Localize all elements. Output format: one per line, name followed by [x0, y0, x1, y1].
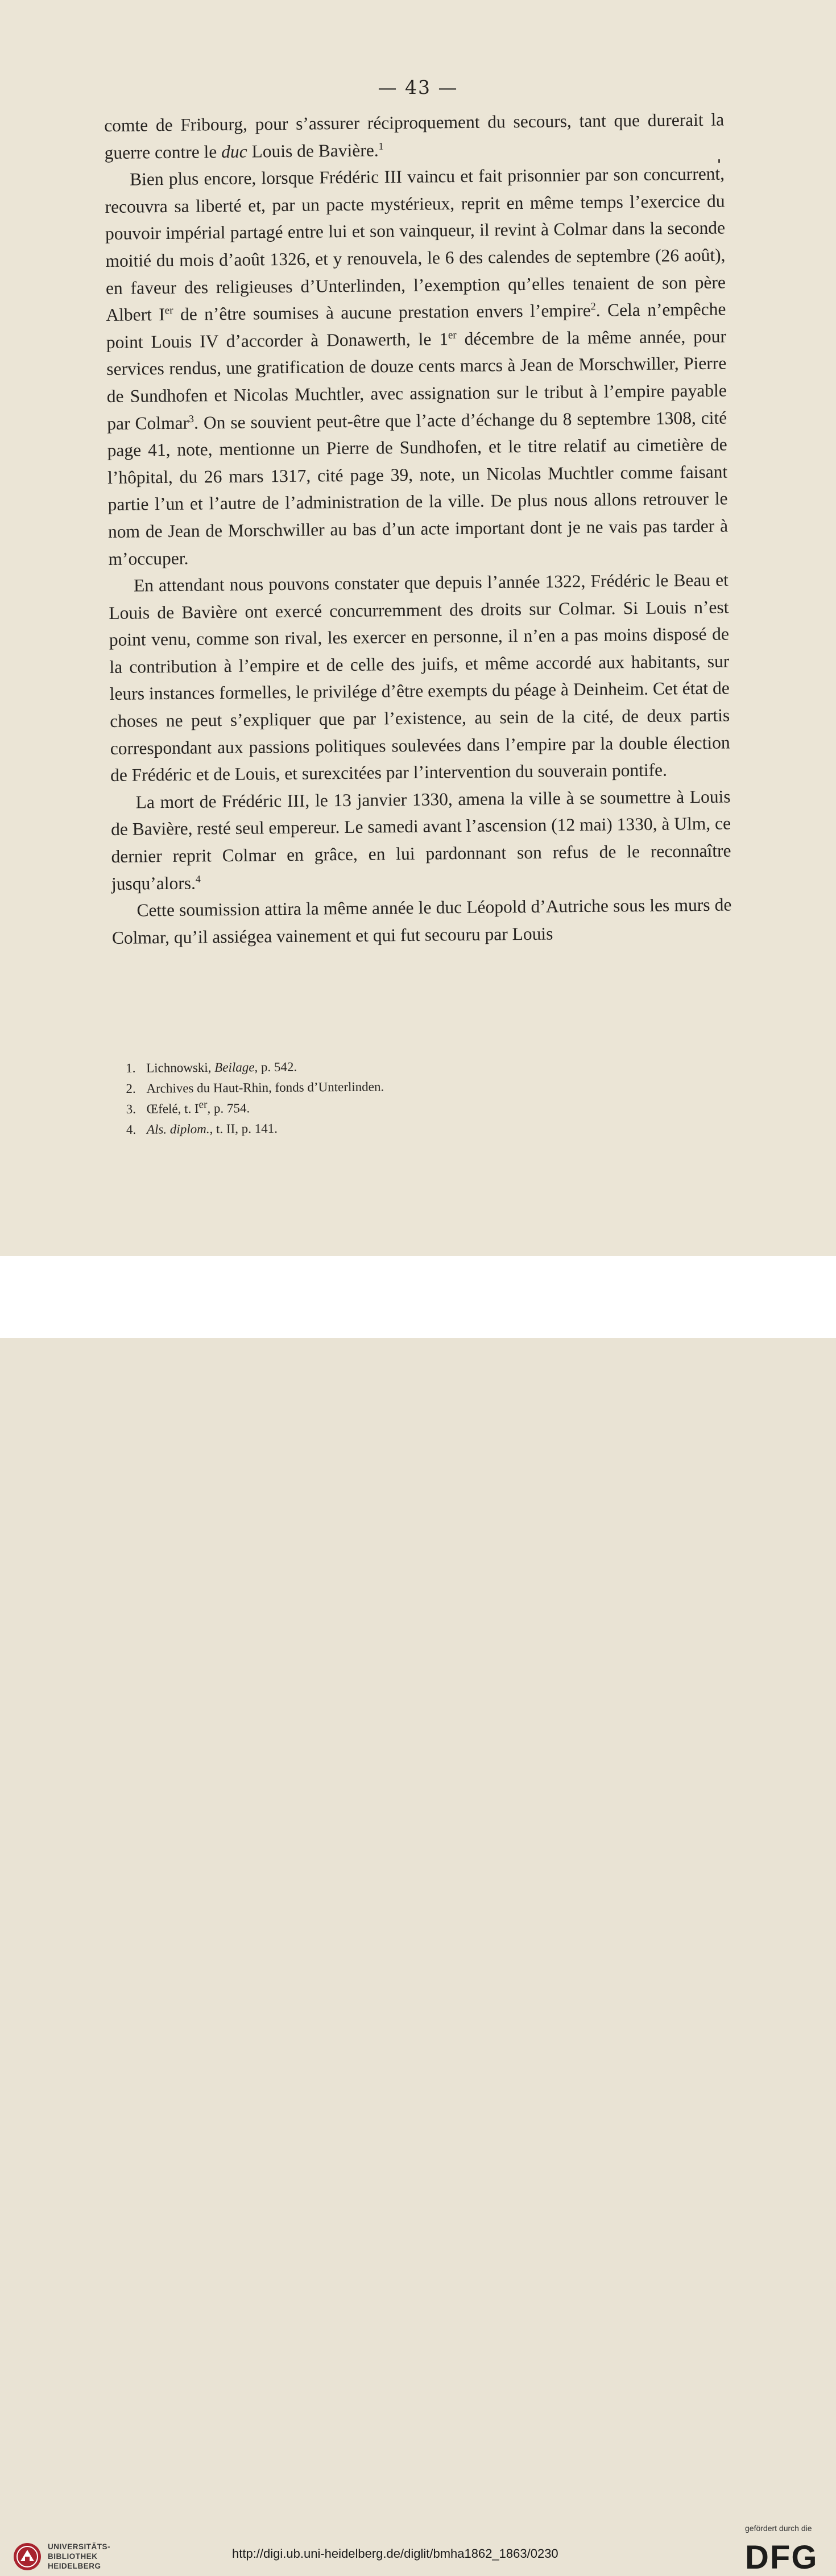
institution-line: UNIVERSITÄTS- [48, 2542, 111, 2551]
dfg-logo: DFG [745, 2539, 818, 2576]
institution-line: HEIDELBERG [48, 2562, 101, 2570]
university-seal-icon [13, 2542, 42, 2571]
footnote-reference: 4 [195, 873, 201, 885]
text-run: La mort de Frédéric III, le 13 janvier 1330, amena la ville à se soumettre à Louis de Bavière, resté seul empereur. Le samedi avant l’ascension (12 mai) 1330, à Ulm, ce dernier reprit Colmar en grâce, en lui pardonnant son refus de le reconnaître jusqu’alors. [110, 786, 731, 894]
footnote [126, 1115, 723, 1140]
text-run: de n’être soumises à aucune prestation envers l’empire [173, 300, 591, 325]
text-run: décembre de la même année, pour services rendus, une gratification de douze cents marcs à Jean de Morschwiller, Pierre de Sundhofen et Nicolas Muchtler, avec assignation sur le tribut à l’empire payable par Colmar [106, 326, 727, 434]
body-text [104, 106, 732, 952]
footnote-number: 2. [126, 1081, 136, 1096]
paragraph [110, 783, 731, 897]
permalink-url[interactable]: http://digi.ub.uni-heidelberg.de/diglit/bmha1862_1863/0230 [232, 2546, 558, 2561]
text-run: , t. II, p. 141. [209, 1121, 278, 1136]
text-run: Bien plus encore, lorsque Frédéric III vaincu et fait prisonnier par son concurrent, recouvra sa liberté et, par un pacte mystérieux, reprit en même temps l’exercice du pouvoir impérial partagé entre lui et son vainqueur, il revint à Colmar dans la seconde moitié du mois d’août 1326, et y renouvela, le 6 des calendes de septembre (26 août), en faveur des religieuses d’Unterlinden, l’exemption qu’elles tenaient de son père Albert I [105, 163, 726, 325]
paragraph [111, 891, 732, 952]
footnote-number: 3. [126, 1101, 136, 1116]
page-number: — 43 — [378, 76, 458, 98]
paragraph [105, 160, 729, 572]
institution-name [48, 2542, 110, 2571]
footnotes [126, 1054, 723, 1140]
text-run: comte de Fribourg, pour s’assurer réciproquement du secours, tant que durerait la guerre contre le [104, 109, 725, 163]
text-run: Œfelé, t. I [146, 1101, 199, 1116]
viewer-footer [0, 1256, 836, 2576]
footnote-reference: 2 [590, 300, 596, 312]
paragraph [104, 106, 725, 167]
paragraph [109, 567, 731, 789]
italic-text: Beilage [214, 1060, 255, 1075]
footnote-reference: 1 [378, 140, 384, 152]
institution-line: BIBLIOTHEK [48, 2552, 98, 2561]
footnote-number: 1. [126, 1060, 136, 1075]
footnote-number: 4. [126, 1122, 136, 1137]
superscript-text: er [198, 1099, 208, 1111]
italic-text: Als. diplom. [146, 1121, 210, 1137]
text-run: Louis de Bavière. [247, 139, 379, 162]
text-run: Archives du Haut-Rhin, fonds d’Unterlinden. [146, 1079, 384, 1096]
scanned-page [0, 0, 836, 1256]
text-run: . Cela n’empêche point Louis IV d’accorder à Donawerth, le 1 [106, 299, 726, 352]
superscript-text: er [164, 304, 173, 317]
text-run: Cette soumission attira la même année le duc Léopold d’Autriche sous les murs de Colmar, qu’il assiégea vainement et qui fut secouru par Louis [111, 894, 732, 948]
italic-text: duc [221, 141, 247, 162]
text-run: En attendant nous pouvons constater que depuis l’année 1322, Frédéric le Beau et Louis de Bavière ont exercé concurremment des droits sur Colmar. Si Louis n’est point venu, comme son rival, les exercer en personne, il n’en a pas moins disposé de la contribution à l’empire et de celle des juifs, et même accordé aux habitants, sur leurs instances formelles, le privilége d’être exempts du péage à Deinheim. Cet état de choses ne peut s’expliquer que par l’existence, au sein de la cité, de deux partis correspondant aux passions politiques soulevées dans l’empire par la double élection de Frédéric et de Louis, et surexcitées par l’intervention du souverain pontife. [109, 569, 730, 786]
text-run: , p. 542. [254, 1059, 297, 1075]
superscript-text: er [448, 329, 457, 341]
text-run: Lichnowski, [146, 1060, 215, 1075]
text-run: . On se souvient peut-être que l’acte d’échange du 8 septembre 1308, cité page 41, note, mentionne un Pierre de Sundhofen, et le titre relatif au cimetière de l’hôpital, du 26 mars 1317, cité page 39, note, un Nicolas Muchtler comme faisant partie l’un et l’autre de l’administration de la ville. De plus nous allons retrouver le nom de Jean de Morschwiller au bas d’un acte important dont je ne vais pas tarder à m’occuper. [107, 407, 729, 569]
text-run: , p. 754. [207, 1101, 250, 1116]
sponsor-label: gefördert durch die [745, 2524, 812, 2533]
footnote-reference: 3 [188, 412, 194, 424]
